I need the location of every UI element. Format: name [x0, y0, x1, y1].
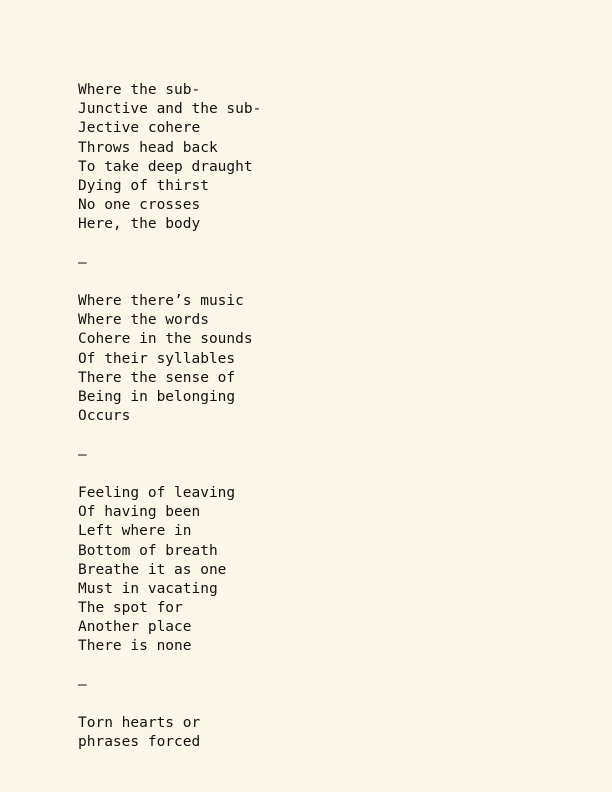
- poem-line: Where the sub-: [78, 82, 201, 98]
- poem-line: The spot for: [78, 600, 183, 617]
- poem-line: Where the words: [78, 312, 209, 329]
- blank-line: [78, 657, 261, 676]
- poem-line: There the sense of: [78, 369, 236, 386]
- poem-line: Must in vacating: [78, 580, 218, 597]
- poem-line: Throws head back: [78, 139, 218, 156]
- poem-line: phrases forced: [78, 734, 201, 751]
- poem-line: Another place: [78, 619, 192, 636]
- stanza-separator: —: [78, 254, 87, 271]
- poem-line: Feeling of leaving: [78, 484, 236, 501]
- blank-line: [78, 235, 261, 254]
- stanza-separator: —: [78, 676, 87, 693]
- poem-line: Jective cohere: [78, 120, 201, 137]
- poem-line: Of having been: [78, 504, 201, 521]
- poem-line: To take deep draught: [78, 158, 253, 175]
- poem-line: No one crosses: [78, 197, 201, 214]
- poem-line: Junctive and the sub-: [78, 101, 262, 118]
- poem-line: Here, the body: [78, 216, 201, 233]
- poem-line: Cohere in the sounds: [78, 331, 253, 348]
- poem-line: Dying of thirst: [78, 177, 209, 194]
- poem-line: Of their syllables: [78, 350, 236, 367]
- poem-line: Occurs: [78, 408, 131, 425]
- blank-line: [78, 426, 261, 445]
- poem-line: Being in belonging: [78, 389, 236, 405]
- stanza-separator: —: [78, 446, 87, 463]
- poem-line: There is none: [78, 638, 192, 655]
- blank-line: [78, 695, 261, 714]
- poem-line: Where there’s music: [78, 293, 244, 310]
- poem-line: Torn hearts or: [78, 715, 201, 732]
- poem-line: Breathe it as one: [78, 561, 227, 578]
- blank-line: [78, 273, 261, 292]
- poem-line: Bottom of breath: [78, 542, 218, 559]
- poem-line: Left where in: [78, 523, 192, 540]
- blank-line: [78, 465, 261, 484]
- poem-text: [78, 81, 261, 753]
